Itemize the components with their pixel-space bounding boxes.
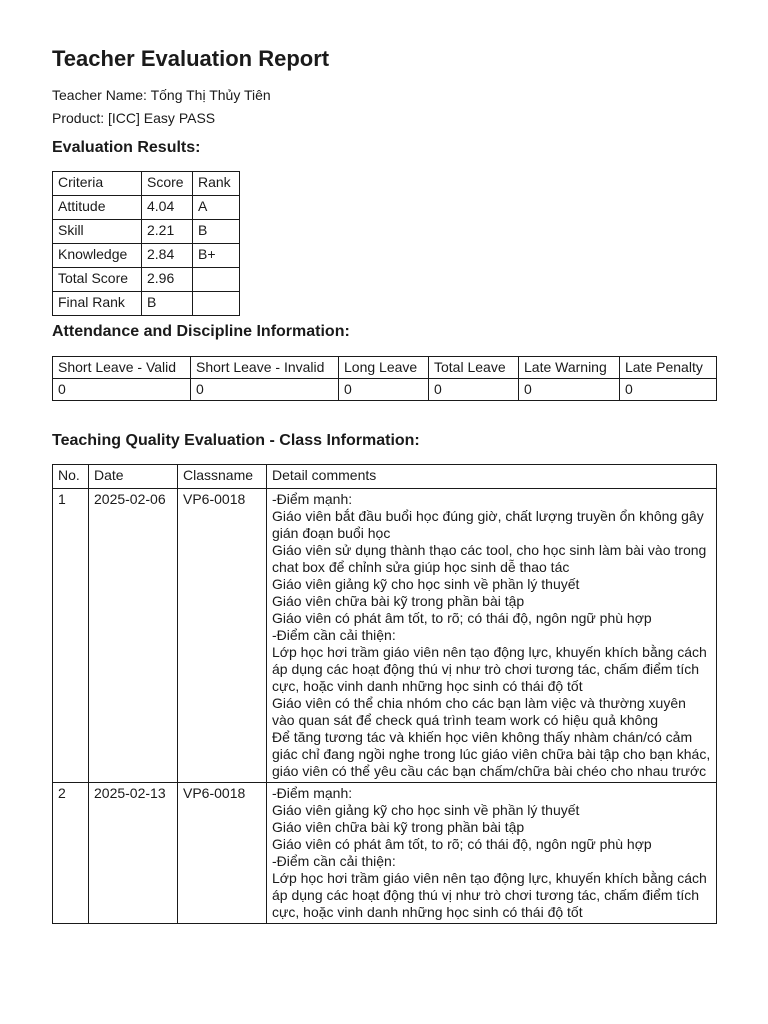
- score-cell: 2.96: [142, 268, 193, 292]
- rank-cell: [193, 268, 240, 292]
- column-header: Classname: [178, 465, 267, 489]
- comment-line: Giáo viên sử dụng thành thạo các tool, cho học sinh làm bài vào trong chat box để chỉnh sửa giúp học sinh dễ thao tác: [272, 542, 707, 575]
- row-classname: VP6-0018: [178, 489, 267, 783]
- row-date: 2025-02-06: [89, 489, 178, 783]
- comment-line: Lớp học hơi trầm giáo viên nên tạo động lực, khuyến khích bằng cách áp dụng các hoạt động thú vị như trò chơi tương tác, chấm điểm tích cực, hoặc vinh danh những học sinh có thái độ tốt: [272, 870, 707, 920]
- quality-heading: Teaching Quality Evaluation - Class Information:: [52, 432, 420, 449]
- comment-line: Giáo viên chữa bài kỹ trong phần bài tập: [272, 593, 525, 609]
- detail-comments: [267, 489, 717, 783]
- table-row: [53, 379, 717, 401]
- product-name: Product: [ICC] Easy PASS: [52, 110, 216, 126]
- row-date: 2025-02-13: [89, 783, 178, 924]
- comment-line: -Điểm cần cải thiện:: [272, 853, 396, 869]
- comment-line: Giáo viên chữa bài kỹ trong phần bài tập: [272, 819, 525, 835]
- evaluation-table: [52, 171, 240, 316]
- score-cell: B: [142, 292, 193, 316]
- attendance-value: 0: [339, 379, 429, 401]
- column-header: Detail comments: [267, 465, 717, 489]
- table-row: [53, 268, 240, 292]
- rank-cell: B: [193, 220, 240, 244]
- column-header: Late Warning: [519, 357, 620, 379]
- column-header: Total Leave: [429, 357, 519, 379]
- attendance-table: [52, 356, 717, 401]
- comment-line: Giáo viên có thể chia nhóm cho các bạn làm việc và thường xuyên vào quan sát để check quá trình team work có hiệu quả không: [272, 695, 686, 728]
- score-cell: 2.21: [142, 220, 193, 244]
- evaluation-header-row: [53, 172, 240, 196]
- column-header: Short Leave - Invalid: [191, 357, 339, 379]
- comment-line: -Điểm cần cải thiện:: [272, 627, 396, 643]
- comment-line: Giáo viên có phát âm tốt, to rõ; có thái độ, ngôn ngữ phù hợp: [272, 836, 652, 852]
- comment-line: Lớp học hơi trầm giáo viên nên tạo động lực, khuyến khích bằng cách áp dụng các hoạt động thú vị như trò chơi tương tác, chấm điểm tích cực, hoặc vinh danh những học sinh có thái độ tốt: [272, 644, 707, 694]
- table-row: [53, 489, 717, 783]
- evaluation-heading: Evaluation Results:: [52, 139, 201, 156]
- criteria-cell: Total Score: [53, 268, 142, 292]
- table-row: [53, 244, 240, 268]
- comment-line: Giáo viên giảng kỹ cho học sinh về phần lý thuyết: [272, 576, 580, 592]
- row-classname: VP6-0018: [178, 783, 267, 924]
- comment-line: -Điểm mạnh:: [272, 491, 353, 507]
- column-header: Long Leave: [339, 357, 429, 379]
- report-title: Teacher Evaluation Report: [52, 46, 330, 71]
- table-row: [53, 220, 240, 244]
- attendance-value: 0: [429, 379, 519, 401]
- comment-line: Giáo viên có phát âm tốt, to rõ; có thái độ, ngôn ngữ phù hợp: [272, 610, 652, 626]
- column-header: Short Leave - Valid: [53, 357, 191, 379]
- attendance-value: 0: [53, 379, 191, 401]
- teacher-name: Teacher Name: Tống Thị Thủy Tiên: [52, 87, 271, 103]
- criteria-cell: Skill: [53, 220, 142, 244]
- quality-header-row: [53, 465, 717, 489]
- column-header: Date: [89, 465, 178, 489]
- rank-cell: A: [193, 196, 240, 220]
- attendance-value: 0: [620, 379, 717, 401]
- table-row: [53, 783, 717, 924]
- comment-line: -Điểm mạnh:: [272, 785, 353, 801]
- column-header: Rank: [193, 172, 240, 196]
- comment-line: Để tăng tương tác và khiến học viên không thấy nhàm chán/có cảm giác chỉ đang ngồi nghe trong lúc giáo viên chữa bài tập cho bạn khác, giáo viên có thể yêu cầu các bạn chấm/chữa bài chéo cho nhau trước: [272, 729, 711, 779]
- criteria-cell: Final Rank: [53, 292, 142, 316]
- table-row: [53, 196, 240, 220]
- quality-table: [52, 464, 717, 924]
- table-row: [53, 292, 240, 316]
- detail-comments: [267, 783, 717, 924]
- attendance-value: 0: [191, 379, 339, 401]
- attendance-heading: Attendance and Discipline Information:: [52, 323, 350, 340]
- attendance-value: 0: [519, 379, 620, 401]
- column-header: No.: [53, 465, 89, 489]
- column-header: Criteria: [53, 172, 142, 196]
- score-cell: 4.04: [142, 196, 193, 220]
- row-number: 1: [53, 489, 89, 783]
- column-header: Score: [142, 172, 193, 196]
- score-cell: 2.84: [142, 244, 193, 268]
- column-header: Late Penalty: [620, 357, 717, 379]
- criteria-cell: Attitude: [53, 196, 142, 220]
- row-number: 2: [53, 783, 89, 924]
- comment-line: Giáo viên bắt đầu buổi học đúng giờ, chất lượng truyền ổn không gây gián đoạn buổi học: [272, 508, 704, 541]
- rank-cell: [193, 292, 240, 316]
- rank-cell: B+: [193, 244, 240, 268]
- criteria-cell: Knowledge: [53, 244, 142, 268]
- comment-line: Giáo viên giảng kỹ cho học sinh về phần lý thuyết: [272, 802, 580, 818]
- attendance-header-row: [53, 357, 717, 379]
